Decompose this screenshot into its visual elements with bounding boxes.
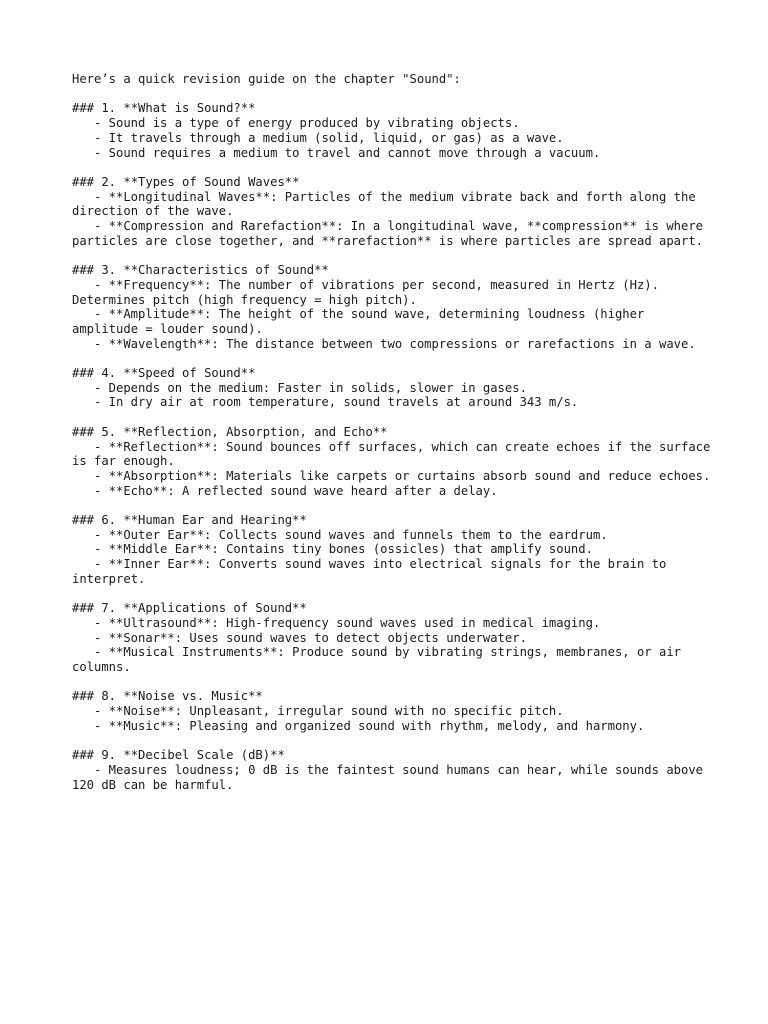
list-item: - **Absorption**: Materials like carpets or curtains absorb sound and reduce echoes. — [94, 468, 711, 483]
section-1 — [72, 101, 712, 160]
list-item: - **Reflection**: Sound bounces off surfaces, which can create echoes if the surface is far enough. — [72, 439, 718, 469]
spacer — [72, 587, 712, 602]
list-item: - **Music**: Pleasing and organized sound with rhythm, melody, and harmony. — [94, 718, 645, 733]
section-heading: ### 7. **Applications of Sound** — [72, 601, 307, 616]
section-heading: ### 2. **Types of Sound Waves** — [72, 174, 300, 189]
list-item: - Sound requires a medium to travel and cannot move through a vacuum. — [94, 145, 601, 160]
section-heading: ### 9. **Decibel Scale (dB)** — [72, 748, 285, 763]
list-item: - **Echo**: A reflected sound wave heard after a delay. — [94, 483, 498, 498]
section-3 — [72, 263, 712, 351]
spacer — [72, 675, 712, 690]
section-heading: ### 6. **Human Ear and Hearing** — [72, 513, 307, 527]
list-item: - **Outer Ear**: Collects sound waves and funnels them to the eardrum. — [94, 527, 608, 542]
spacer — [72, 410, 712, 425]
section-heading: ### 1. **What is Sound?** — [72, 101, 256, 116]
list-item: - **Noise**: Unpleasant, irregular sound with no specific pitch. — [94, 704, 564, 719]
spacer — [72, 248, 712, 263]
section-2 — [72, 175, 712, 249]
spacer — [72, 734, 712, 749]
section-9 — [72, 748, 712, 792]
section-heading: ### 3. **Characteristics of Sound** — [72, 263, 329, 278]
spacer — [72, 160, 712, 175]
list-item: - Measures loudness; 0 dB is the faintest sound humans can hear, while sounds above 120 dB can be harmful. — [72, 762, 711, 792]
section-heading: ### 8. **Noise vs. Music** — [72, 689, 263, 704]
section-5 — [72, 424, 718, 499]
section-7 — [72, 601, 712, 675]
list-item: - Depends on the medium: Faster in solids, slower in gases. — [94, 380, 527, 395]
list-item: - **Frequency**: The number of vibrations per second, measured in Hertz (Hz). Determines pitch (high frequency = high pitch). — [72, 277, 667, 307]
section-heading: ### 5. **Reflection, Absorption, and Echo** — [72, 424, 388, 439]
section-6 — [72, 513, 712, 587]
spacer — [72, 498, 712, 513]
list-item: - **Compression and Rarefaction**: In a longitudinal wave, **compression** is where particles are close together, and **rarefaction** is where particles are spread apart. — [72, 219, 711, 248]
list-item: - **Middle Ear**: Contains tiny bones (ossicles) that amplify sound. — [94, 542, 593, 557]
intro-text: Here’s a quick revision guide on the chapter "Sound": — [72, 72, 461, 86]
list-item: - **Amplitude**: The height of the sound wave, determining loudness (higher amplitude = louder sound). — [72, 307, 652, 336]
section-4 — [72, 366, 712, 410]
list-item: - **Ultrasound**: High-frequency sound waves used in medical imaging. — [94, 615, 601, 630]
list-item: - It travels through a medium (solid, liquid, or gas) as a wave. — [94, 130, 564, 145]
spacer — [72, 87, 712, 102]
section-8 — [72, 689, 712, 733]
list-item: - **Wavelength**: The distance between two compressions or rarefactions in a wave. — [94, 336, 696, 351]
list-item: - **Musical Instruments**: Produce sound by vibrating strings, membranes, or air columns. — [72, 645, 689, 675]
document-page — [72, 72, 718, 792]
list-item: - **Longitudinal Waves**: Particles of the medium vibrate back and forth along the direction of the wave. — [72, 189, 704, 219]
list-item: - **Inner Ear**: Converts sound waves into electrical signals for the brain to interpret. — [72, 557, 674, 586]
section-heading: ### 4. **Speed of Sound** — [72, 366, 256, 380]
list-item: - Sound is a type of energy produced by vibrating objects. — [94, 116, 520, 131]
spacer — [72, 351, 712, 366]
list-item: - **Sonar**: Uses sound waves to detect objects underwater. — [94, 630, 527, 645]
list-item: - In dry air at room temperature, sound travels at around 343 m/s. — [94, 395, 579, 410]
